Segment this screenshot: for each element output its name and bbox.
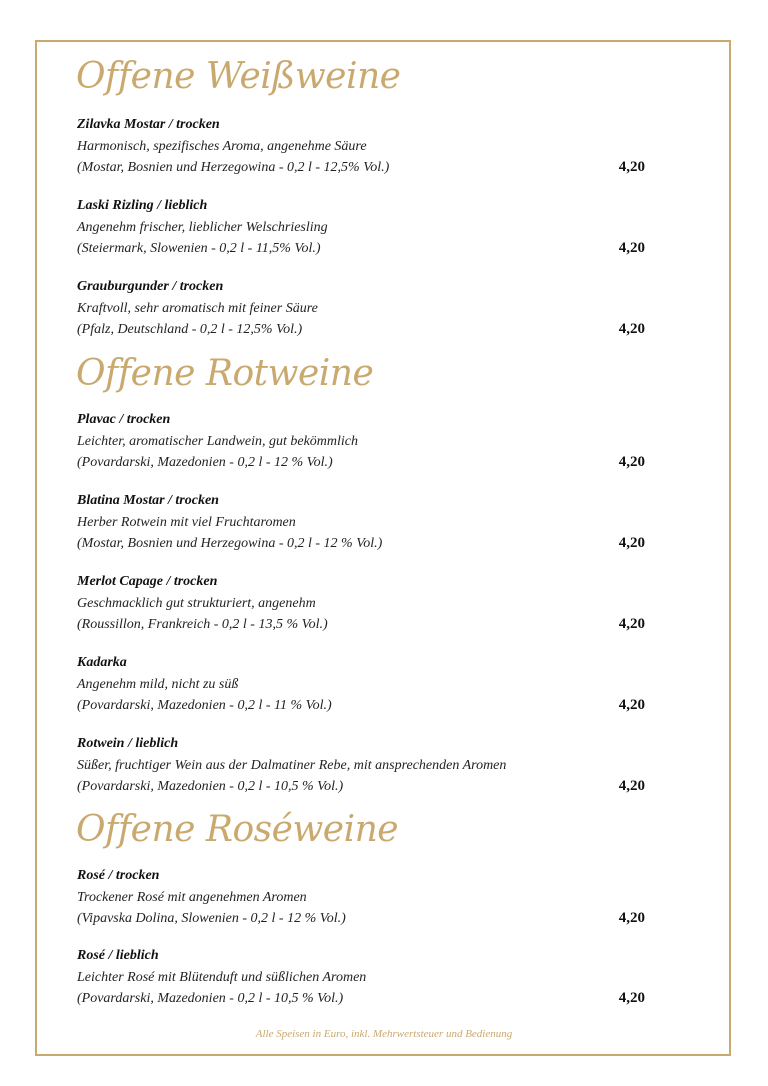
item-name: Rosé / lieblich xyxy=(77,948,159,963)
item-price: 4,20 xyxy=(618,454,645,470)
item-origin: (Pfalz, Deutschland - 0,2 l - 12,5% Vol.) xyxy=(77,322,303,337)
item-origin: (Povardarski, Mazedonien - 0,2 l - 11 % Vol.) xyxy=(77,698,332,713)
item-description: Leichter, aromatischer Landwein, gut bekömmlich xyxy=(77,434,359,449)
item-description: Harmonisch, spezifisches Aroma, angenehme Säure xyxy=(77,139,367,154)
menu-item xyxy=(77,490,647,554)
item-description: Leichter Rosé mit Blütenduft und süßlichen Aromen xyxy=(77,970,367,985)
item-name: Grauburgunder / trocken xyxy=(77,279,224,294)
section-title-rose-wines: Offene Roséweine xyxy=(76,809,399,850)
item-origin: (Povardarski, Mazedonien - 0,2 l - 10,5 % Vol.) xyxy=(77,991,344,1006)
menu-item xyxy=(77,652,647,716)
item-price: 4,20 xyxy=(618,778,645,794)
item-name: Merlot Capage / trocken xyxy=(77,574,218,589)
footer-note: Alle Speisen in Euro, inkl. Mehrwertsteuer und Bedienung xyxy=(255,1028,513,1040)
item-origin-row xyxy=(77,533,647,554)
item-origin-row xyxy=(77,988,647,1009)
item-name: Blatina Mostar / trocken xyxy=(77,493,219,508)
item-origin-row xyxy=(77,238,647,259)
item-origin-row xyxy=(77,695,647,716)
item-price: 4,20 xyxy=(618,910,645,926)
item-origin: (Roussillon, Frankreich - 0,2 l - 13,5 % Vol.) xyxy=(77,617,328,632)
item-origin-row xyxy=(77,157,647,178)
item-price: 4,20 xyxy=(618,535,645,551)
item-price: 4,20 xyxy=(618,616,645,632)
item-name: Laski Rizling / lieblich xyxy=(77,198,208,213)
item-origin: (Povardarski, Mazedonien - 0,2 l - 10,5 % Vol.) xyxy=(77,779,344,794)
item-name: Rotwein / lieblich xyxy=(77,736,179,751)
item-origin: (Povardarski, Mazedonien - 0,2 l - 12 % Vol.) xyxy=(77,455,333,470)
item-origin-row xyxy=(77,319,647,340)
item-name: Plavac / trocken xyxy=(77,412,171,427)
item-origin: (Mostar, Bosnien und Herzegowina - 0,2 l - 12 % Vol.) xyxy=(77,536,383,551)
item-price: 4,20 xyxy=(618,159,645,175)
item-name: Zilavka Mostar / trocken xyxy=(77,117,220,132)
section-title-white-wines: Offene Weißweine xyxy=(76,56,401,97)
menu-item xyxy=(77,571,647,635)
item-name: Rosé / trocken xyxy=(77,868,160,883)
item-origin: (Vipavska Dolina, Slowenien - 0,2 l - 12 % Vol.) xyxy=(77,911,346,926)
menu-item xyxy=(77,945,647,1009)
item-description: Geschmacklich gut strukturiert, angenehm xyxy=(77,596,316,611)
item-name: Kadarka xyxy=(77,655,127,670)
menu-item xyxy=(77,114,647,178)
item-description: Herber Rotwein mit viel Fruchtaromen xyxy=(77,515,296,530)
menu-item xyxy=(77,865,647,929)
item-price: 4,20 xyxy=(618,321,645,337)
item-origin-row xyxy=(77,614,647,635)
item-origin: (Steiermark, Slowenien - 0,2 l - 11,5% Vol.) xyxy=(77,241,321,256)
item-description: Süßer, fruchtiger Wein aus der Dalmatiner Rebe, mit ansprechenden Aromen xyxy=(77,758,507,773)
item-price: 4,20 xyxy=(618,240,645,256)
item-origin-row xyxy=(77,908,647,929)
menu-item xyxy=(77,276,647,340)
item-origin-row xyxy=(77,452,647,473)
section-title-red-wines: Offene Rotweine xyxy=(76,353,374,394)
menu-item xyxy=(77,409,647,473)
item-origin: (Mostar, Bosnien und Herzegowina - 0,2 l - 12,5% Vol.) xyxy=(77,160,390,175)
item-price: 4,20 xyxy=(618,697,645,713)
item-price: 4,20 xyxy=(618,990,645,1006)
item-origin-row xyxy=(77,776,647,797)
item-description: Angenehm frischer, lieblicher Welschriesling xyxy=(77,220,328,235)
item-description: Kraftvoll, sehr aromatisch mit feiner Säure xyxy=(77,301,318,316)
menu-item xyxy=(77,733,647,797)
item-description: Angenehm mild, nicht zu süß xyxy=(77,677,239,692)
item-description: Trockener Rosé mit angenehmen Aromen xyxy=(77,890,307,905)
menu-item xyxy=(77,195,647,259)
